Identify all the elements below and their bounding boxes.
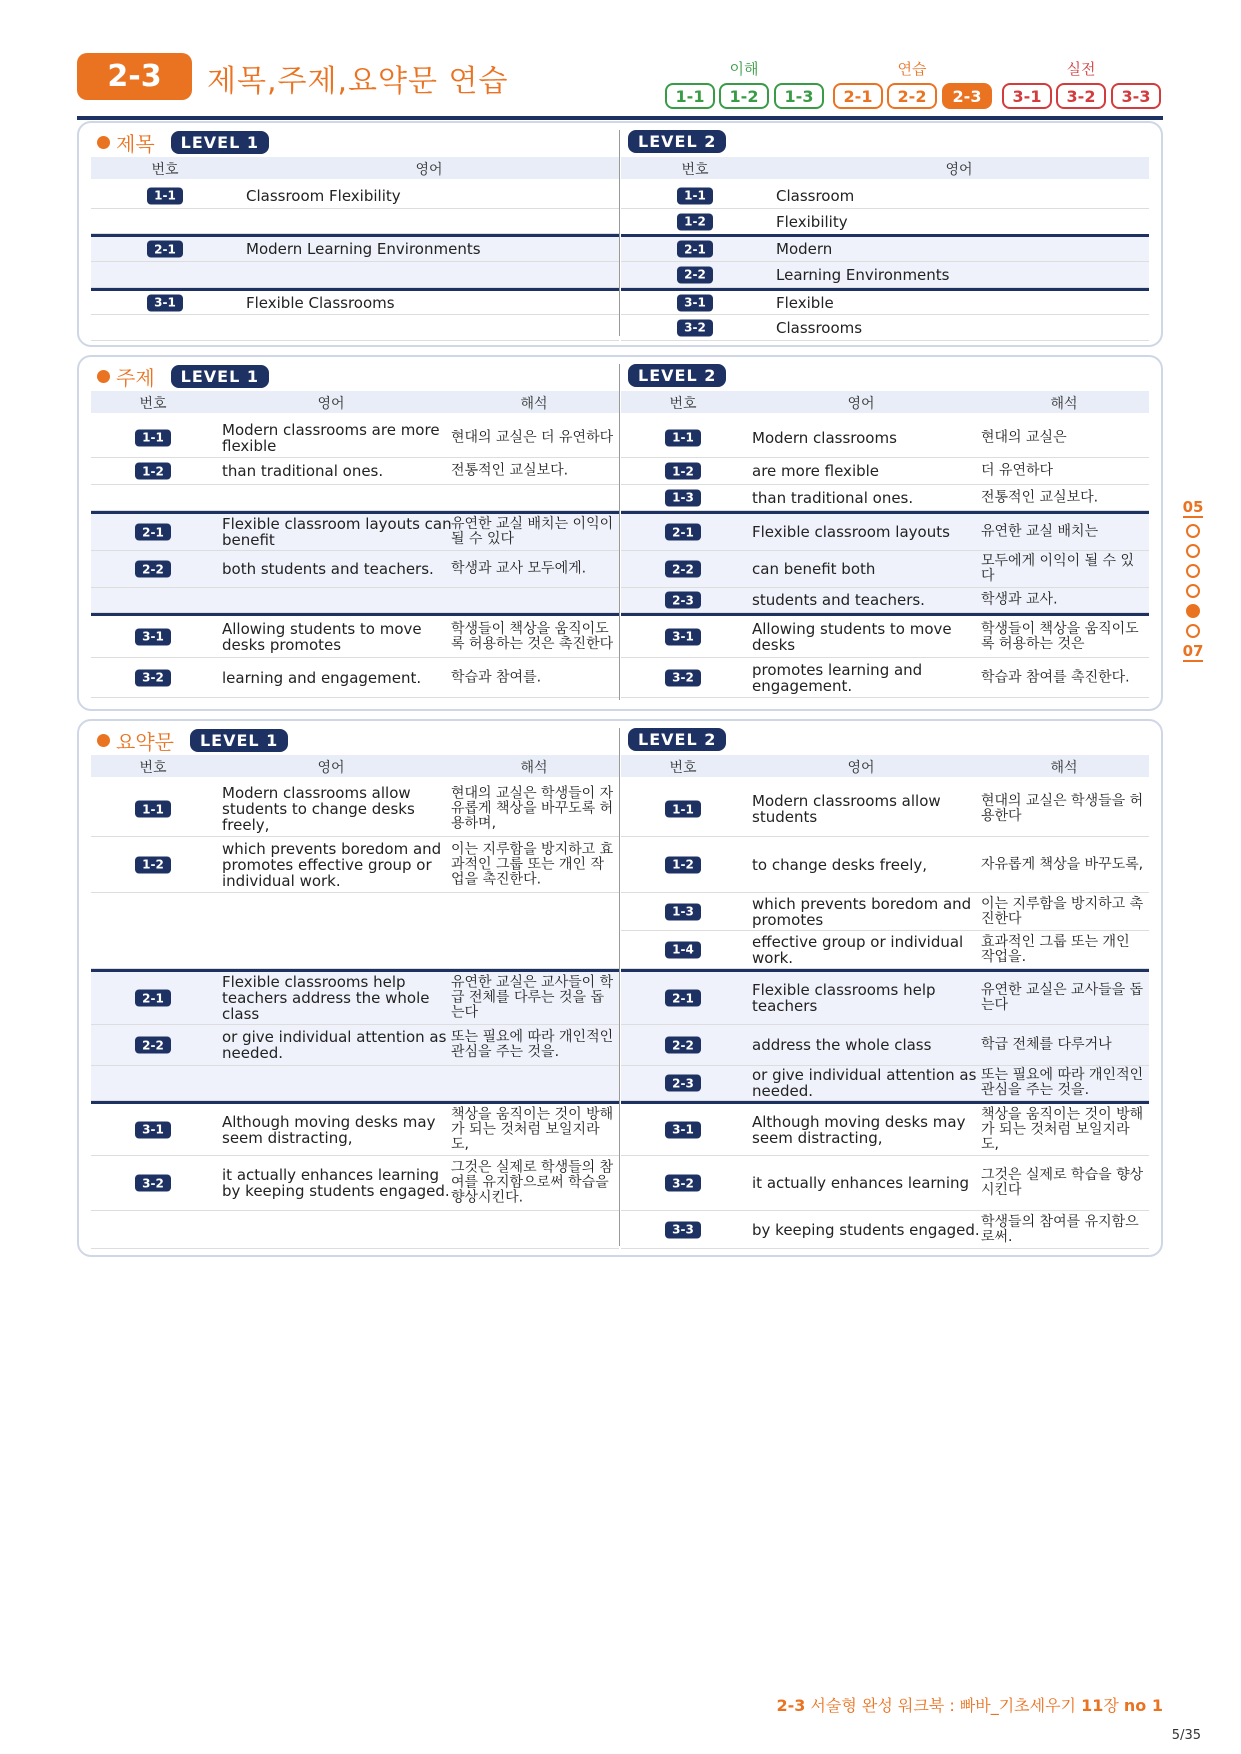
table-row	[621, 262, 1149, 288]
korean-translation: 유연한 교실은 교사들이 학급 전체를 다루는 것을 돕는다	[451, 974, 614, 1021]
english-text: students and teachers.	[752, 591, 925, 609]
row-number-badge: 1-3	[665, 489, 701, 506]
english-text: learning and engagement.	[222, 668, 422, 687]
empty-row	[91, 485, 619, 511]
korean-translation: 학습과 참여를 촉진한다.	[981, 669, 1130, 685]
english-text: Flexible	[776, 293, 834, 312]
table-row	[621, 1025, 1149, 1066]
table-row	[91, 418, 619, 458]
row-number-badge: 2-1	[677, 241, 713, 258]
korean-translation: 자유롭게 책상을 바꾸도록,	[981, 856, 1144, 872]
korean-translation: 유연한 교실 배치는 이익이 될 수 있다	[451, 516, 614, 547]
step-button-2-2[interactable]: 2-2	[887, 83, 937, 109]
column-divider	[619, 364, 620, 700]
level2-badge: LEVEL 2	[628, 130, 726, 153]
step-button-3-2[interactable]: 3-2	[1056, 83, 1106, 109]
korean-translation: 유연한 교실은 교사들을 돕는다	[981, 982, 1144, 1013]
table-row	[621, 588, 1149, 613]
korean-translation: 학생들이 책상을 움직이도록 허용하는 것은	[981, 620, 1139, 652]
row-number-badge: 1-1	[147, 187, 183, 204]
korean-translation: 더 유연하다	[981, 462, 1054, 479]
table-row	[621, 658, 1149, 698]
column-label-eng: 영어	[317, 396, 345, 412]
level1-badge: LEVEL 1	[171, 365, 269, 388]
row-number-badge: 3-1	[665, 628, 701, 645]
side-nav-circle[interactable]	[1186, 564, 1200, 578]
table-row	[621, 837, 1149, 893]
row-number-badge: 1-2	[135, 856, 171, 873]
row-number-badge: 3-1	[677, 294, 713, 311]
column-label-num: 번호	[139, 760, 167, 776]
english-text: can benefit both	[752, 560, 876, 578]
english-text: Modern	[776, 240, 833, 258]
section-heading	[97, 726, 288, 755]
column-label-eng: 영어	[847, 760, 875, 776]
side-nav-circle[interactable]	[1186, 584, 1200, 598]
english-text: Flexible classrooms help teachers address the whole class	[222, 973, 430, 1023]
english-text: or give individual attention as needed.	[222, 1028, 447, 1062]
header-divider	[77, 116, 1163, 120]
left-column-header	[91, 391, 619, 413]
korean-translation: 전통적인 교실보다.	[981, 489, 1099, 505]
row-number-badge: 1-3	[665, 903, 701, 920]
table-row	[91, 1156, 619, 1211]
english-text: Classroom	[776, 186, 855, 205]
step-button-1-3[interactable]: 1-3	[774, 83, 824, 109]
level2-badge: LEVEL 2	[628, 728, 726, 751]
row-number-badge: 3-2	[135, 669, 171, 686]
right-column-header	[621, 755, 1149, 777]
table-row	[91, 1101, 619, 1156]
row-number-badge: 3-1	[135, 628, 171, 645]
korean-translation: 학생들이 책상을 움직이도록 허용하는 것은 촉진한다	[451, 620, 614, 652]
row-number-badge: 1-1	[677, 187, 713, 204]
row-number-badge: 1-1	[665, 801, 701, 818]
column-divider	[619, 728, 620, 1246]
table-row	[621, 485, 1149, 511]
table-row	[91, 551, 619, 588]
level1-badge: LEVEL 1	[190, 729, 288, 752]
column-divider	[619, 130, 620, 336]
english-text: by keeping students engaged.	[752, 1220, 980, 1239]
english-text: Flexible classrooms help teachers	[752, 981, 936, 1015]
empty-row	[91, 262, 619, 288]
column-label-eng: 영어	[945, 162, 973, 178]
column-label-num: 번호	[139, 396, 167, 412]
korean-translation: 학생들의 참여를 유지함으로써.	[981, 1213, 1139, 1245]
korean-translation: 현대의 교실은	[981, 429, 1067, 445]
footer-title: 2-3 서술형 완성 워크북 : 빠바_기초세우기 11장 no 1	[776, 1696, 1163, 1715]
empty-row	[91, 588, 619, 613]
korean-translation: 학생과 교사 모두에게.	[451, 560, 587, 577]
empty-row	[91, 315, 619, 341]
english-text: it actually enhances learning	[752, 1174, 970, 1192]
korean-translation: 그것은 실제로 학생들의 참여를 유지함으로써 학습을 향상시킨다.	[451, 1159, 614, 1206]
english-text: than traditional ones.	[752, 488, 914, 507]
english-text: Modern classrooms allow students to change desks freely,	[222, 784, 415, 834]
korean-translation: 전통적인 교실보다.	[451, 462, 569, 479]
empty-row	[91, 1211, 619, 1249]
side-nav-end: 07	[1182, 642, 1204, 660]
row-number-badge: 2-2	[665, 1037, 701, 1054]
column-label-kor: 해석	[1050, 396, 1078, 412]
section-heading-text: 요약문	[116, 730, 174, 754]
english-text: address the whole class	[752, 1036, 932, 1054]
row-number-badge: 1-2	[135, 463, 171, 480]
table-row	[91, 511, 619, 551]
side-chapter-nav	[1181, 498, 1205, 662]
korean-translation: 유연한 교실 배치는	[981, 523, 1099, 540]
page-number: 5/35	[1171, 1728, 1201, 1743]
table-row	[621, 1101, 1149, 1156]
table-row	[91, 782, 619, 837]
step-button-1-1[interactable]: 1-1	[665, 83, 715, 109]
row-number-badge: 3-1	[665, 1121, 701, 1138]
english-text: which prevents boredom and promotes	[752, 894, 972, 929]
korean-translation: 책상을 움직이는 것이 방해가 되는 것처럼 보일지라도,	[981, 1106, 1144, 1152]
column-label-kor: 해석	[520, 396, 548, 412]
korean-translation: 모두에게 이익이 될 수 있다	[981, 553, 1135, 584]
row-number-badge: 2-1	[135, 524, 171, 541]
page-title: 제목,주제,요약문 연습	[207, 64, 509, 99]
row-number-badge: 2-1	[665, 990, 701, 1007]
korean-translation: 또는 필요에 따라 개인적인 관심을 주는 것을.	[981, 1067, 1144, 1098]
row-number-badge: 3-2	[135, 1175, 171, 1192]
step-button-1-2[interactable]: 1-2	[719, 83, 769, 109]
english-text: Classroom Flexibility	[246, 186, 401, 205]
english-text: or give individual attention as needed.	[752, 1066, 977, 1100]
table-row	[621, 782, 1149, 837]
side-nav-circle[interactable]	[1186, 624, 1200, 638]
heading-bullet-icon	[97, 136, 110, 149]
step-group-label: 이해	[729, 60, 759, 78]
column-label-eng: 영어	[415, 162, 443, 178]
row-number-badge: 1-2	[665, 463, 701, 480]
table-row	[91, 234, 619, 262]
column-label-num: 번호	[669, 396, 697, 412]
table-row	[621, 511, 1149, 551]
step-group-label: 연습	[897, 60, 927, 78]
step-group-label: 실전	[1066, 60, 1096, 78]
column-label-num: 번호	[151, 162, 179, 178]
korean-translation: 학급 전체를 다루거나	[981, 1036, 1112, 1053]
table-row	[91, 288, 619, 315]
english-text: Learning Environments	[776, 265, 950, 284]
row-number-badge: 1-2	[665, 856, 701, 873]
english-text: which prevents boredom and promotes effective group or individual work.	[222, 839, 442, 890]
table-row	[91, 969, 619, 1025]
lesson-badge: 2-3	[77, 53, 192, 100]
english-text: Although moving desks may seem distracting,	[752, 1112, 966, 1147]
step-button-3-1[interactable]: 3-1	[1002, 83, 1052, 109]
table-row	[621, 183, 1149, 209]
empty-row	[91, 893, 619, 969]
english-text: Classrooms	[776, 318, 863, 337]
section-heading-text: 주제	[116, 366, 155, 390]
table-row	[91, 1025, 619, 1066]
english-text: Flexible classroom layouts can benefit	[222, 515, 452, 549]
table-row	[621, 209, 1149, 235]
left-column-header	[91, 157, 619, 179]
english-text: Although moving desks may seem distracting,	[222, 1112, 436, 1147]
row-number-badge: 2-1	[665, 524, 701, 541]
korean-translation: 그것은 실제로 학습을 향상시킨다	[981, 1167, 1144, 1198]
row-number-badge: 2-1	[147, 241, 183, 258]
row-number-badge: 2-2	[135, 561, 171, 578]
english-text: both students and teachers.	[222, 560, 434, 578]
english-text: Modern Learning Environments	[246, 240, 481, 258]
english-text: Modern classrooms	[752, 428, 897, 447]
english-text: it actually enhances learning by keeping students engaged.	[222, 1166, 450, 1200]
table-row	[621, 458, 1149, 485]
row-number-badge: 1-1	[135, 801, 171, 818]
section-heading-text: 제목	[116, 132, 155, 156]
empty-row	[91, 209, 619, 234]
english-text: Flexibility	[776, 212, 848, 231]
english-text: Flexible classroom layouts	[752, 523, 950, 541]
korean-translation: 또는 필요에 따라 개인적인 관심을 주는 것을.	[451, 1029, 614, 1060]
table-row	[621, 893, 1149, 931]
level2-badge: LEVEL 2	[628, 364, 726, 387]
korean-translation: 이는 지루함을 방지하고 효과적인 그룹 또는 개인 작업을 촉진한다.	[451, 841, 614, 887]
row-number-badge: 2-2	[135, 1037, 171, 1054]
table-row	[91, 658, 619, 698]
korean-translation: 현대의 교실은 더 유연하다	[451, 429, 614, 445]
table-row	[91, 613, 619, 658]
row-number-badge: 3-2	[677, 319, 713, 336]
side-nav-circle[interactable]	[1186, 604, 1200, 618]
english-text: promotes learning and engagement.	[752, 660, 923, 695]
row-number-badge: 2-3	[665, 1075, 701, 1092]
side-nav-circle[interactable]	[1186, 524, 1200, 538]
row-number-badge: 3-1	[135, 1121, 171, 1138]
empty-row	[91, 1066, 619, 1101]
column-label-eng: 영어	[847, 396, 875, 412]
table-row	[621, 315, 1149, 341]
english-text: to change desks freely,	[752, 855, 928, 874]
table-row	[91, 458, 619, 485]
step-button-2-3[interactable]: 2-3	[942, 83, 992, 109]
korean-translation: 책상을 움직이는 것이 방해가 되는 것처럼 보일지라도,	[451, 1106, 614, 1152]
table-row	[621, 613, 1149, 658]
table-row	[621, 1211, 1149, 1249]
row-number-badge: 2-2	[665, 561, 701, 578]
english-text: Allowing students to move desks promotes	[222, 619, 422, 654]
side-nav-start: 05	[1182, 498, 1204, 516]
korean-translation: 현대의 교실은 학생들이 자유롭게 책상을 바꾸도록 허용하며,	[451, 785, 614, 832]
row-number-badge: 1-1	[665, 429, 701, 446]
column-label-num: 번호	[681, 162, 709, 178]
table-row	[621, 288, 1149, 315]
column-label-eng: 영어	[317, 760, 345, 776]
column-label-kor: 해석	[520, 760, 548, 776]
row-number-badge: 3-2	[665, 669, 701, 686]
english-text: Modern classrooms are more flexible	[222, 420, 440, 455]
section-heading	[97, 128, 269, 157]
section-heading	[97, 362, 269, 391]
row-number-badge: 3-2	[665, 1175, 701, 1192]
side-nav-circle[interactable]	[1186, 544, 1200, 558]
table-row	[621, 1066, 1149, 1101]
right-column-header	[621, 157, 1149, 179]
english-text: are more flexible	[752, 462, 880, 480]
english-text: Allowing students to move desks	[752, 619, 952, 654]
korean-translation: 학습과 참여를.	[451, 669, 542, 685]
table-row	[621, 418, 1149, 458]
english-text: Modern classrooms allow students	[752, 792, 941, 826]
korean-translation: 학생과 교사.	[981, 591, 1058, 608]
row-number-badge: 2-2	[677, 266, 713, 283]
column-label-kor: 해석	[1050, 760, 1078, 776]
column-label-num: 번호	[669, 760, 697, 776]
row-number-badge: 3-1	[147, 294, 183, 311]
right-column-header	[621, 391, 1149, 413]
table-row	[621, 551, 1149, 588]
korean-translation: 현대의 교실은 학생들을 허용한다	[981, 793, 1144, 824]
row-number-badge: 3-3	[665, 1221, 701, 1238]
row-number-badge: 1-2	[677, 213, 713, 230]
table-row	[91, 837, 619, 893]
english-text: Flexible Classrooms	[246, 293, 395, 312]
table-row	[621, 931, 1149, 969]
table-row	[621, 1156, 1149, 1211]
heading-bullet-icon	[97, 370, 110, 383]
row-number-badge: 1-4	[665, 941, 701, 958]
english-text: effective group or individual work.	[752, 932, 964, 967]
step-button-3-3[interactable]: 3-3	[1111, 83, 1161, 109]
table-row	[91, 183, 619, 209]
row-number-badge: 2-3	[665, 592, 701, 609]
row-number-badge: 2-1	[135, 990, 171, 1007]
step-button-2-1[interactable]: 2-1	[833, 83, 883, 109]
table-row	[621, 234, 1149, 262]
level1-badge: LEVEL 1	[171, 131, 269, 154]
korean-translation: 효과적인 그룹 또는 개인 작업을.	[981, 933, 1130, 965]
heading-bullet-icon	[97, 734, 110, 747]
row-number-badge: 1-1	[135, 429, 171, 446]
korean-translation: 이는 지루함을 방지하고 촉진한다	[981, 895, 1144, 927]
left-column-header	[91, 755, 619, 777]
english-text: than traditional ones.	[222, 462, 384, 480]
table-row	[621, 969, 1149, 1025]
